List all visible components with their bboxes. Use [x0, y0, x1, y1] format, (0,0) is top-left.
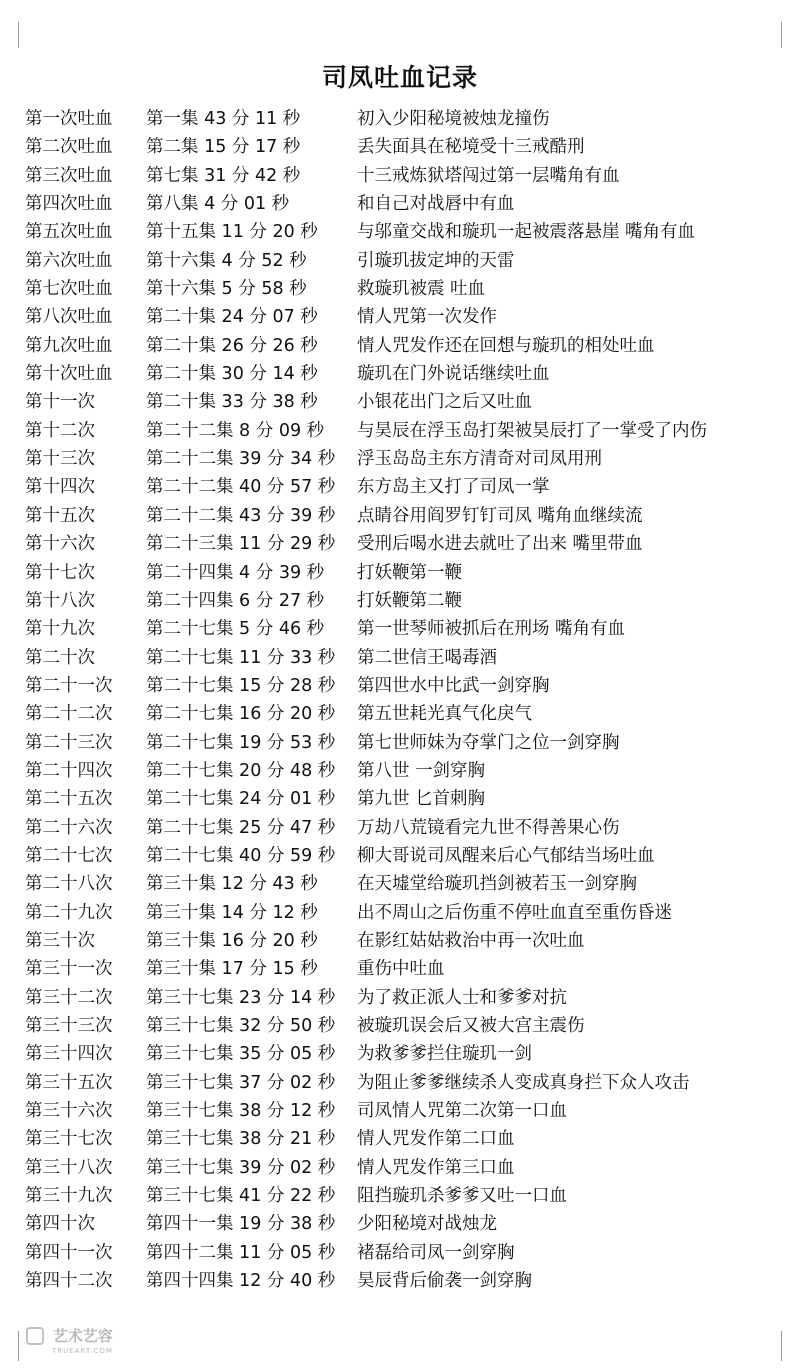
occurrence-number: 第七次吐血 — [25, 279, 113, 300]
occurrence-number: 第四十一次 — [25, 1242, 113, 1263]
occurrence-number: 第三十一次 — [25, 959, 113, 980]
event-description: 为救爹爹拦住璇玑一剑 — [357, 1044, 532, 1065]
list-item — [25, 502, 795, 530]
event-description: 被璇玑误会后又被大宫主震伤 — [357, 1016, 585, 1036]
list-item — [25, 105, 795, 133]
list-item — [25, 842, 795, 870]
occurrence-number: 第九次吐血 — [25, 335, 113, 356]
list-item — [25, 417, 795, 445]
event-description: 打妖鞭第一鞭 — [357, 562, 462, 583]
list-item — [25, 275, 795, 303]
list-item — [25, 388, 795, 416]
event-description: 十三戒炼狱塔闯过第一层嘴角有血 — [357, 165, 620, 186]
episode-timestamp: 第三十七集 38 分 21 秒 — [146, 1129, 336, 1150]
event-description: 小银花出门之后又吐血 — [357, 392, 532, 413]
episode-timestamp: 第二十七集 19 分 53 秒 — [146, 732, 336, 753]
episode-timestamp: 第十六集 5 分 58 秒 — [146, 279, 307, 300]
episode-timestamp: 第三十集 16 分 20 秒 — [146, 930, 318, 951]
occurrence-number: 第三十四次 — [25, 1044, 113, 1065]
occurrence-number: 第四十次 — [25, 1214, 95, 1235]
episode-timestamp: 第三十集 12 分 43 秒 — [146, 874, 318, 895]
occurrence-number: 第三十二次 — [25, 987, 113, 1008]
episode-timestamp: 第二十二集 39 分 34 秒 — [146, 449, 336, 470]
list-item — [25, 133, 795, 161]
episode-timestamp: 第三十七集 41 分 22 秒 — [146, 1186, 336, 1207]
event-description: 引璇玑拔定坤的天雷 — [357, 250, 515, 271]
episode-timestamp: 第一集 43 分 11 秒 — [146, 109, 301, 129]
occurrence-number: 第五次吐血 — [25, 222, 113, 243]
watermark-subtext: TRUEART.COM — [52, 1347, 113, 1355]
occurrence-number: 第三十次 — [25, 930, 95, 951]
episode-timestamp: 第三十七集 35 分 05 秒 — [146, 1044, 336, 1065]
occurrence-number: 第二十二次 — [25, 704, 113, 725]
event-description: 第七世师妹为夺掌门之位一剑穿胸 — [357, 732, 620, 753]
episode-timestamp: 第二十二集 8 分 09 秒 — [146, 420, 325, 441]
episode-timestamp: 第二十四集 4 分 39 秒 — [146, 562, 325, 583]
occurrence-number: 第二十七次 — [25, 845, 113, 866]
occurrence-number: 第十五次 — [25, 505, 95, 526]
event-description: 第五世耗光真气化戾气 — [357, 704, 532, 725]
list-item — [25, 785, 795, 813]
event-description: 第四世水中比武一剑穿胸 — [357, 675, 550, 696]
list-item — [25, 814, 795, 842]
list-item — [25, 984, 795, 1012]
occurrence-number: 第二十九次 — [25, 902, 113, 923]
episode-timestamp: 第三十七集 32 分 50 秒 — [146, 1016, 336, 1036]
occurrence-number: 第十八次 — [25, 590, 95, 611]
occurrence-number: 第一次吐血 — [25, 109, 113, 129]
event-description: 受刑后喝水进去就吐了出来 嘴里带血 — [357, 534, 643, 555]
list-item — [25, 473, 795, 501]
episode-timestamp: 第二十七集 40 分 59 秒 — [146, 845, 336, 866]
occurrence-number: 第二十六次 — [25, 817, 113, 838]
list-item — [25, 1040, 795, 1068]
event-description: 第二世信王喝毒酒 — [357, 647, 497, 668]
page-corner-mark — [780, 1331, 782, 1361]
episode-timestamp: 第三十集 17 分 15 秒 — [146, 959, 318, 980]
list-item — [25, 672, 795, 700]
event-description: 救璇玑被震 吐血 — [357, 279, 486, 300]
watermark — [26, 1327, 113, 1359]
list-item — [25, 303, 795, 331]
episode-timestamp: 第三十七集 37 分 02 秒 — [146, 1072, 336, 1093]
occurrence-number: 第十次吐血 — [25, 364, 113, 385]
list-item — [25, 899, 795, 927]
episode-timestamp: 第三十集 14 分 12 秒 — [146, 902, 318, 923]
event-description: 与邬童交战和璇玑一起被震落悬崖 嘴角有血 — [357, 222, 696, 243]
event-description: 柳大哥说司凤醒来后心气郁结当场吐血 — [357, 845, 655, 866]
occurrence-number: 第四次吐血 — [25, 194, 113, 215]
occurrence-number: 第二十一次 — [25, 675, 113, 696]
list-item — [25, 644, 795, 672]
event-description: 昊辰背后偷袭一剑穿胸 — [357, 1271, 532, 1292]
list-item — [25, 1012, 795, 1040]
event-description: 情人咒发作第二口血 — [357, 1129, 515, 1150]
occurrence-number: 第三十八次 — [25, 1157, 113, 1178]
list-item — [25, 757, 795, 785]
page-corner-mark — [18, 1331, 20, 1361]
episode-timestamp: 第二十七集 5 分 46 秒 — [146, 619, 325, 640]
episode-timestamp: 第七集 31 分 42 秒 — [146, 165, 301, 186]
occurrence-number: 第十二次 — [25, 420, 95, 441]
episode-timestamp: 第二集 15 分 17 秒 — [146, 137, 301, 158]
episode-timestamp: 第二十七集 15 分 28 秒 — [146, 675, 336, 696]
list-item — [25, 1069, 795, 1097]
episode-timestamp: 第二十二集 43 分 39 秒 — [146, 505, 336, 526]
occurrence-number: 第十七次 — [25, 562, 95, 583]
event-description: 第九世 匕首刺胸 — [357, 789, 486, 810]
event-description: 司凤情人咒第二次第一口血 — [357, 1101, 567, 1122]
episode-timestamp: 第二十三集 11 分 29 秒 — [146, 534, 336, 555]
event-description: 点睛谷用阎罗钉钉司凤 嘴角血继续流 — [357, 505, 643, 526]
list-item — [25, 247, 795, 275]
event-description: 第八世 一剑穿胸 — [357, 760, 486, 781]
list-item — [25, 218, 795, 246]
occurrence-number: 第十四次 — [25, 477, 95, 498]
occurrence-number: 第十九次 — [25, 619, 95, 640]
record-list — [25, 105, 795, 1295]
episode-timestamp: 第二十集 33 分 38 秒 — [146, 392, 318, 413]
occurrence-number: 第二十四次 — [25, 760, 113, 781]
event-description: 东方岛主又打了司凤一掌 — [357, 477, 550, 498]
episode-timestamp: 第八集 4 分 01 秒 — [146, 194, 290, 215]
event-description: 情人咒发作还在回想与璇玑的相处吐血 — [357, 335, 655, 356]
episode-timestamp: 第二十集 26 分 26 秒 — [146, 335, 318, 356]
episode-timestamp: 第四十四集 12 分 40 秒 — [146, 1271, 336, 1292]
event-description: 打妖鞭第二鞭 — [357, 590, 462, 611]
occurrence-number: 第三十九次 — [25, 1186, 113, 1207]
occurrence-number: 第十六次 — [25, 534, 95, 555]
list-item — [25, 1239, 795, 1267]
event-description: 璇玑在门外说话继续吐血 — [357, 364, 550, 385]
occurrence-number: 第六次吐血 — [25, 250, 113, 271]
list-item — [25, 445, 795, 473]
occurrence-number: 第十三次 — [25, 449, 95, 470]
event-description: 重伤中吐血 — [357, 959, 445, 980]
episode-timestamp: 第三十七集 38 分 12 秒 — [146, 1101, 336, 1122]
occurrence-number: 第二十三次 — [25, 732, 113, 753]
episode-timestamp: 第二十集 24 分 07 秒 — [146, 307, 318, 328]
event-description: 阻挡璇玑杀爹爹又吐一口血 — [357, 1186, 567, 1207]
event-description: 情人咒发作第三口血 — [357, 1157, 515, 1178]
list-item — [25, 559, 795, 587]
watermark-text: 艺术艺容 — [52, 1327, 113, 1345]
episode-timestamp: 第二十七集 16 分 20 秒 — [146, 704, 336, 725]
episode-timestamp: 第二十四集 6 分 27 秒 — [146, 590, 325, 611]
event-description: 在天墟堂给璇玑挡剑被若玉一剑穿胸 — [357, 874, 637, 895]
page-corner-mark — [780, 22, 782, 48]
list-item — [25, 587, 795, 615]
occurrence-number: 第三十六次 — [25, 1101, 113, 1122]
list-item — [25, 700, 795, 728]
episode-timestamp: 第三十七集 23 分 14 秒 — [146, 987, 336, 1008]
list-item — [25, 530, 795, 558]
occurrence-number: 第二十五次 — [25, 789, 113, 810]
event-description: 浮玉岛岛主东方清奇对司凤用刑 — [357, 449, 602, 470]
watermark-logo-icon — [26, 1327, 44, 1345]
event-description: 丢失面具在秘境受十三戒酷刑 — [357, 137, 585, 158]
event-description: 万劫八荒镜看完九世不得善果心伤 — [357, 817, 620, 838]
list-item — [25, 955, 795, 983]
list-item — [25, 190, 795, 218]
episode-timestamp: 第二十七集 24 分 01 秒 — [146, 789, 336, 810]
list-item — [25, 927, 795, 955]
occurrence-number: 第八次吐血 — [25, 307, 113, 328]
occurrence-number: 第三十五次 — [25, 1072, 113, 1093]
event-description: 为阻止爹爹继续杀人变成真身拦下众人攻击 — [357, 1072, 690, 1093]
episode-timestamp: 第三十七集 39 分 02 秒 — [146, 1157, 336, 1178]
episode-timestamp: 第二十七集 20 分 48 秒 — [146, 760, 336, 781]
event-description: 为了救正派人士和爹爹对抗 — [357, 987, 567, 1008]
list-item — [25, 615, 795, 643]
list-item — [25, 332, 795, 360]
occurrence-number: 第二十八次 — [25, 874, 113, 895]
episode-timestamp: 第二十七集 25 分 47 秒 — [146, 817, 336, 838]
event-description: 在影红姑姑救治中再一次吐血 — [357, 930, 585, 951]
event-description: 褚磊给司凤一剑穿胸 — [357, 1242, 515, 1263]
event-description: 情人咒第一次发作 — [357, 307, 497, 328]
list-item — [25, 1182, 795, 1210]
occurrence-number: 第二次吐血 — [25, 137, 113, 158]
page-title: 司凤吐血记录 — [321, 63, 478, 92]
episode-timestamp: 第二十七集 11 分 33 秒 — [146, 647, 336, 668]
list-item — [25, 360, 795, 388]
list-item — [25, 1267, 795, 1295]
episode-timestamp: 第十六集 4 分 52 秒 — [146, 250, 307, 271]
episode-timestamp: 第二十二集 40 分 57 秒 — [146, 477, 336, 498]
list-item — [25, 1210, 795, 1238]
episode-timestamp: 第十五集 11 分 20 秒 — [146, 222, 318, 243]
event-description: 第一世琴师被抓后在刑场 嘴角有血 — [357, 619, 626, 640]
event-description: 少阳秘境对战烛龙 — [357, 1214, 497, 1235]
episode-timestamp: 第四十二集 11 分 05 秒 — [146, 1242, 336, 1263]
list-item — [25, 162, 795, 190]
list-item — [25, 1154, 795, 1182]
event-description: 初入少阳秘境被烛龙撞伤 — [357, 109, 550, 129]
occurrence-number: 第四十二次 — [25, 1271, 113, 1292]
event-description: 与昊辰在浮玉岛打架被昊辰打了一掌受了内伤 — [357, 420, 707, 441]
list-item — [25, 1097, 795, 1125]
episode-timestamp: 第二十集 30 分 14 秒 — [146, 364, 318, 385]
occurrence-number: 第二十次 — [25, 647, 95, 668]
occurrence-number: 第三次吐血 — [25, 165, 113, 186]
list-item — [25, 729, 795, 757]
occurrence-number: 第三十三次 — [25, 1016, 113, 1036]
list-item — [25, 1125, 795, 1153]
event-description: 出不周山之后伤重不停吐血直至重伤昏迷 — [357, 902, 672, 923]
page-corner-mark — [18, 22, 20, 48]
occurrence-number: 第三十七次 — [25, 1129, 113, 1150]
episode-timestamp: 第四十一集 19 分 38 秒 — [146, 1214, 336, 1235]
occurrence-number: 第十一次 — [25, 392, 95, 413]
event-description: 和自己对战唇中有血 — [357, 194, 515, 215]
list-item — [25, 870, 795, 898]
